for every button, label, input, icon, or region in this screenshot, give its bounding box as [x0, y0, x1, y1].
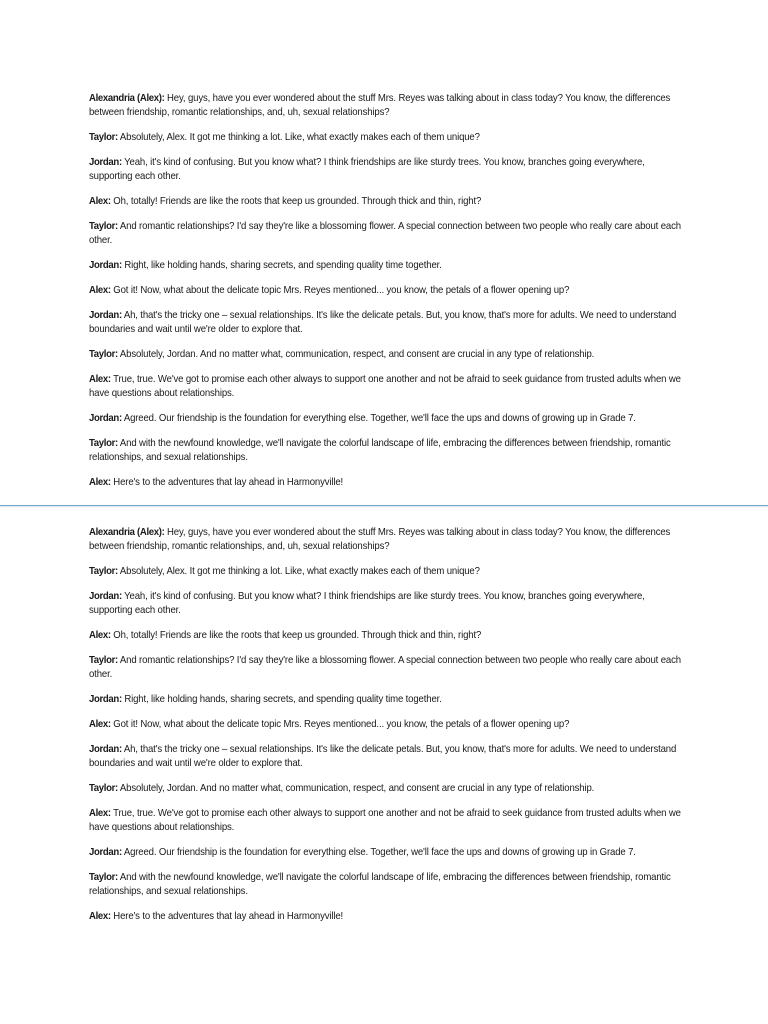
dialogue-text: Hey, guys, have you ever wondered about the stuff Mrs. Reyes was talking about in class today? You know, the differences between friendship, romantic relationships, and, uh, sexual relationships?	[89, 527, 671, 552]
speaker-name: Taylor:	[89, 132, 118, 143]
speaker-name: Taylor:	[89, 349, 118, 360]
dialogue-line	[89, 259, 683, 273]
speaker-name: Alex:	[89, 808, 111, 819]
dialogue-line	[89, 476, 683, 490]
speaker-name: Alex:	[89, 196, 111, 207]
dialogue-line	[89, 309, 683, 337]
dialogue-line	[89, 807, 683, 835]
dialogue-text: Oh, totally! Friends are like the roots that keep us grounded. Through thick and thin, right?	[113, 196, 482, 207]
speaker-name: Alex:	[89, 285, 111, 296]
dialogue-text: Ah, that's the tricky one – sexual relationships. It's like the delicate petals. But, you know, that's more for adults. We need to understand boundaries and wait until we're older to explore that.	[89, 744, 677, 769]
dialogue-line	[89, 629, 683, 643]
dialogue-text: Here's to the adventures that lay ahead in Harmonyville!	[113, 477, 344, 488]
speaker-name: Taylor:	[89, 655, 118, 666]
dialogue-line	[89, 693, 683, 707]
dialogue-line	[89, 373, 683, 401]
speaker-name: Taylor:	[89, 221, 118, 232]
dialogue-text: Absolutely, Alex. It got me thinking a lot. Like, what exactly makes each of them unique?	[119, 566, 480, 577]
dialogue-text: Yeah, it's kind of confusing. But you know what? I think friendships are like sturdy trees. You know, branches going everywhere, supporting each other.	[89, 591, 645, 616]
dialogue-line	[89, 846, 683, 860]
speaker-name: Taylor:	[89, 566, 118, 577]
dialogue-text: And romantic relationships? I'd say they're like a blossoming flower. A special connection between two people who really care about each other.	[89, 655, 681, 680]
dialogue-text: Agreed. Our friendship is the foundation for everything else. Together, we'll face the ups and downs of growing up in Grade 7.	[123, 847, 636, 858]
dialogue-line	[89, 526, 683, 554]
speaker-name: Jordan:	[89, 413, 122, 424]
speaker-name: Jordan:	[89, 310, 122, 321]
dialogue-text: Ah, that's the tricky one – sexual relationships. It's like the delicate petals. But, you know, that's more for adults. We need to understand boundaries and wait until we're older to explore that.	[89, 310, 677, 335]
speaker-name: Alex:	[89, 911, 111, 922]
dialogue-text: True, true. We've got to promise each other always to support one another and not be afraid to seek guidance from trusted adults when we have questions about relationships.	[89, 374, 681, 399]
document-page-1	[0, 92, 768, 490]
dialogue-line	[89, 590, 683, 618]
dialogue-line	[89, 220, 683, 248]
dialogue-line	[89, 195, 683, 209]
dialogue-text: Absolutely, Jordan. And no matter what, communication, respect, and consent are crucial in any type of relationship.	[119, 783, 595, 794]
dialogue-text: Absolutely, Jordan. And no matter what, communication, respect, and consent are crucial in any type of relationship.	[119, 349, 595, 360]
dialogue-text: Hey, guys, have you ever wondered about the stuff Mrs. Reyes was talking about in class today? You know, the differences between friendship, romantic relationships, and, uh, sexual relationships?	[89, 93, 671, 118]
dialogue-text: Got it! Now, what about the delicate topic Mrs. Reyes mentioned... you know, the petals of a flower opening up?	[113, 719, 570, 730]
dialogue-line	[89, 348, 683, 362]
dialogue-text: True, true. We've got to promise each other always to support one another and not be afraid to seek guidance from trusted adults when we have questions about relationships.	[89, 808, 681, 833]
dialogue-line	[89, 565, 683, 579]
dialogue-line	[89, 131, 683, 145]
page-divider	[0, 505, 768, 506]
speaker-name: Alex:	[89, 630, 111, 641]
speaker-name: Alex:	[89, 477, 111, 488]
dialogue-line	[89, 284, 683, 298]
dialogue-line	[89, 718, 683, 732]
speaker-name: Taylor:	[89, 872, 118, 883]
dialogue-text: And with the newfound knowledge, we'll navigate the colorful landscape of life, embracing the differences between friendship, romantic relationships, and sexual relationships.	[89, 872, 671, 897]
dialogue-line	[89, 412, 683, 426]
dialogue-text: And romantic relationships? I'd say they're like a blossoming flower. A special connection between two people who really care about each other.	[89, 221, 681, 246]
speaker-name: Alexandria (Alex):	[89, 93, 165, 104]
dialogue-text: Absolutely, Alex. It got me thinking a lot. Like, what exactly makes each of them unique?	[119, 132, 480, 143]
speaker-name: Jordan:	[89, 260, 122, 271]
speaker-name: Jordan:	[89, 591, 122, 602]
dialogue-line	[89, 437, 683, 465]
dialogue-line	[89, 910, 683, 924]
speaker-name: Alex:	[89, 719, 111, 730]
dialogue-line	[89, 92, 683, 120]
dialogue-text: Got it! Now, what about the delicate topic Mrs. Reyes mentioned... you know, the petals of a flower opening up?	[113, 285, 570, 296]
dialogue-text: Yeah, it's kind of confusing. But you know what? I think friendships are like sturdy trees. You know, branches going everywhere, supporting each other.	[89, 157, 645, 182]
dialogue-text: Here's to the adventures that lay ahead in Harmonyville!	[113, 911, 344, 922]
speaker-name: Jordan:	[89, 744, 122, 755]
speaker-name: Jordan:	[89, 157, 122, 168]
document-page-2	[0, 526, 768, 924]
dialogue-line	[89, 871, 683, 899]
speaker-name: Taylor:	[89, 783, 118, 794]
speaker-name: Taylor:	[89, 438, 118, 449]
dialogue-text: And with the newfound knowledge, we'll navigate the colorful landscape of life, embracing the differences between friendship, romantic relationships, and sexual relationships.	[89, 438, 671, 463]
speaker-name: Jordan:	[89, 847, 122, 858]
speaker-name: Alexandria (Alex):	[89, 527, 165, 538]
dialogue-line	[89, 156, 683, 184]
dialogue-line	[89, 654, 683, 682]
dialogue-line	[89, 743, 683, 771]
speaker-name: Alex:	[89, 374, 111, 385]
dialogue-line	[89, 782, 683, 796]
dialogue-text: Agreed. Our friendship is the foundation for everything else. Together, we'll face the ups and downs of growing up in Grade 7.	[123, 413, 636, 424]
dialogue-text: Right, like holding hands, sharing secrets, and spending quality time together.	[124, 694, 442, 705]
dialogue-text: Oh, totally! Friends are like the roots that keep us grounded. Through thick and thin, right?	[113, 630, 482, 641]
dialogue-text: Right, like holding hands, sharing secrets, and spending quality time together.	[124, 260, 442, 271]
speaker-name: Jordan:	[89, 694, 122, 705]
